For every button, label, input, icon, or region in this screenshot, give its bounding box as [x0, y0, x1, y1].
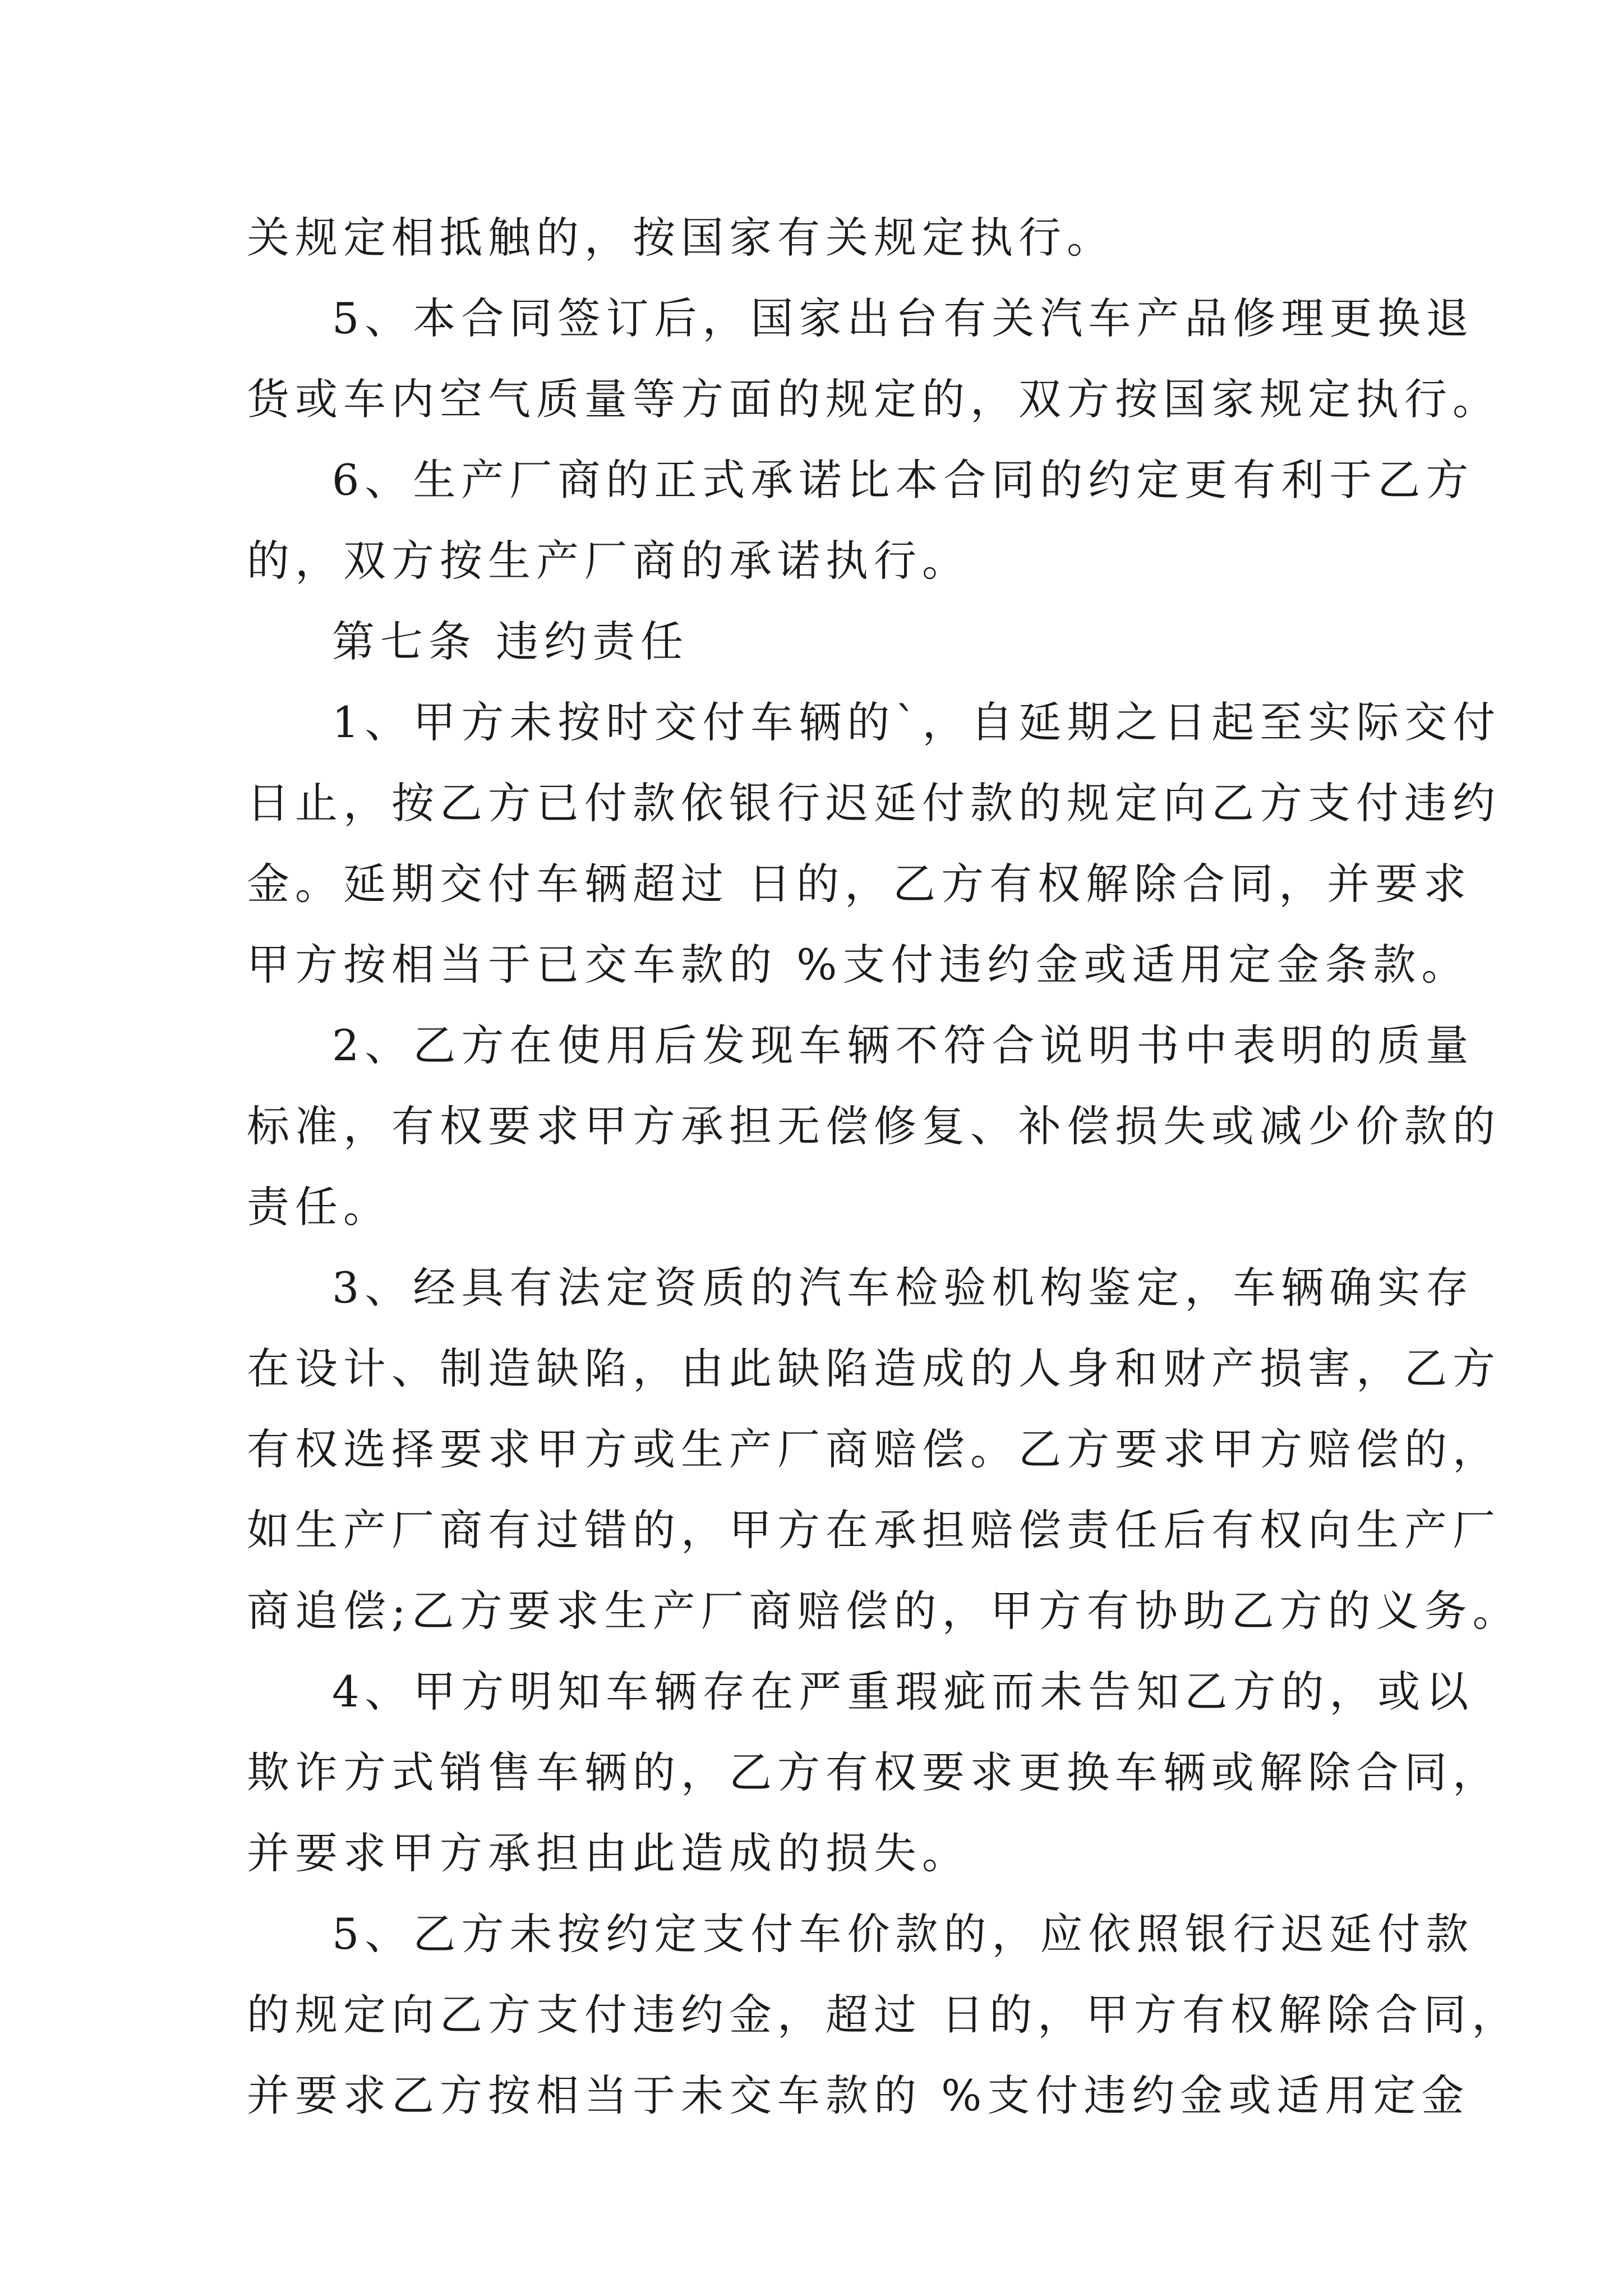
document-body [247, 197, 1521, 2136]
text-line: 在设计、制造缺陷，由此缺陷造成的人身和财产损害，乙方 [247, 1343, 1501, 1393]
text-line: 商追偿;乙方要求生产厂商赔偿的，甲方有协助乙方的义务。 [247, 1586, 1521, 1636]
text-line: 并要求甲方承担由此造成的损失。 [247, 1828, 970, 1878]
text-line: 1、甲方未按时交付车辆的`，自延期之日起至实际交付 [332, 697, 1501, 747]
text-line: 日止，按乙方已付款依银行迟延付款的规定向乙方支付违约 [247, 778, 1501, 828]
text-line: 6、生产厂商的正式承诺比本合同的约定更有利于乙方 [332, 455, 1474, 505]
text-line: 4、甲方明知车辆存在严重瑕疵而未告知乙方的，或以 [332, 1667, 1474, 1717]
text-line: 关规定相抵触的，按国家有关规定执行。 [247, 213, 1115, 263]
text-line: 5、乙方未按约定支付车价款的，应依照银行迟延付款 [332, 1909, 1474, 1959]
text-line: 金。延期交付车辆超过 日的，乙方有权解除合同，并要求 [247, 859, 1472, 909]
text-line: 5、本合同签订后，国家出台有关汽车产品修理更换退 [332, 293, 1474, 343]
text-line: 2、乙方在使用后发现车辆不符合说明书中表明的质量 [332, 1020, 1474, 1070]
text-line: 如生产厂商有过错的，甲方在承担赔偿责任后有权向生产厂 [247, 1505, 1501, 1555]
text-line: 甲方按相当于已交车款的 %支付违约金或适用定金条款。 [247, 940, 1470, 990]
text-line: 货或车内空气质量等方面的规定的，双方按国家规定执行。 [247, 374, 1501, 424]
section-heading: 第七条 违约责任 [332, 616, 689, 666]
text-line: 并要求乙方按相当于未交车款的 %支付违约金或适用定金 [247, 2070, 1470, 2120]
text-line: 标准，有权要求甲方承担无偿修复、补偿损失或减少价款的 [247, 1101, 1501, 1151]
text-line: 的，双方按生产厂商的承诺执行。 [247, 536, 970, 586]
text-line: 的规定向乙方支付违约金，超过 日的，甲方有权解除合同， [247, 1990, 1520, 2040]
text-line: 欺诈方式销售车辆的，乙方有权要求更换车辆或解除合同， [247, 1747, 1501, 1797]
text-line: 责任。 [247, 1182, 391, 1232]
text-line: 有权选择要求甲方或生产厂商赔偿。乙方要求甲方赔偿的， [247, 1424, 1501, 1474]
text-line: 3、经具有法定资质的汽车检验机构鉴定，车辆确实存 [332, 1263, 1474, 1313]
